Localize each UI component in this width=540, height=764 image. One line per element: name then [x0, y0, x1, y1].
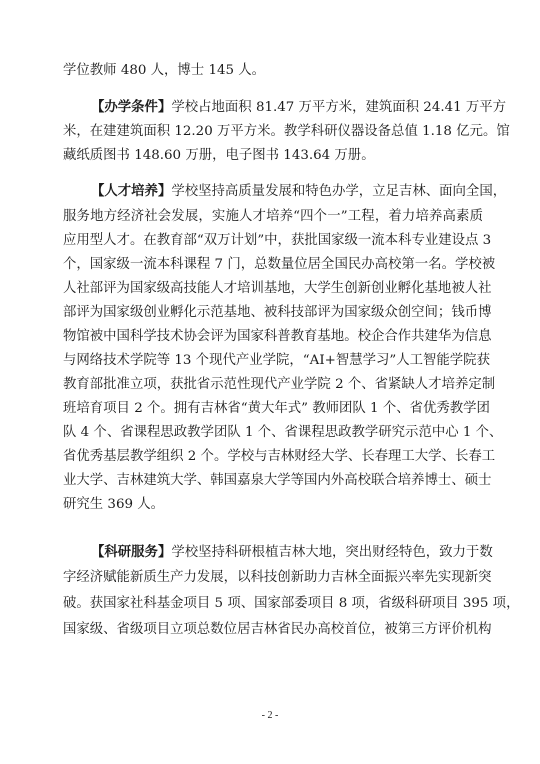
paragraph-line: 字经济赋能新质生产力发展，以科技创新助力吉林全面振兴率先实现新突 — [63, 570, 492, 585]
paragraph-line: 破。获国家社科基金项目 5 项、国家部委项目 8 项，省级科研项目 395 项， — [63, 596, 520, 611]
page-number: - 2 - — [261, 710, 279, 721]
paragraph-line: 与网络技术学院等 13 个现代产业学院，“AI+智慧学习”人工智能学院获 — [63, 353, 490, 368]
paragraph-line: 队 4 个、省课程思政教学团队 1 个、省课程思政教学研究示范中心 1 个、 — [63, 425, 503, 440]
paragraph-line: 米，在建建筑面积 12.20 万平方米。教学科研仪器设备总值 1.18 亿元。馆 — [63, 124, 510, 139]
paragraph-line: 省优秀基层教学组织 2 个。学校与吉林财经大学、长春理工大学、长春工 — [63, 449, 496, 464]
paragraph-line: 物馆被中国科学技术协会评为国家科普教育基地。校企合作共建华为信息 — [63, 329, 492, 344]
paragraph-text: 学校坚持科研根植吉林大地，突出财经特色，致力于数 — [171, 545, 493, 560]
paragraph-text: 学校占地面积 81.47 万平方米，建筑面积 24.41 万平方 — [171, 100, 507, 115]
paragraph-line: 人社部评为国家级高技能人才培训基地，大学生创新创业孵化基地被人社 — [63, 281, 492, 296]
section-heading-conditions: 【办学条件】 — [91, 100, 172, 115]
paragraph-text: 学校坚持高质量发展和特色办学，立足吉林、面向全国， — [171, 184, 507, 199]
paragraph-line: 学位教师 480 人，博士 145 人。 — [63, 63, 266, 78]
paragraph-line: 藏纸质图书 148.60 万册，电子图书 143.64 万册。 — [63, 148, 375, 163]
paragraph-first-line — [91, 544, 493, 562]
paragraph-line: 部评为国家级创业孵化示范基地、被科技部评为国家级众创空间；钱币博 — [63, 305, 492, 320]
section-heading-research: 【科研服务】 — [91, 545, 172, 560]
paragraph-line: 应用型人才。在教育部“双万计划”中，获批国家级一流本科专业建设点 3 — [63, 233, 492, 248]
paragraph-line: 业大学、吉林建筑大学、韩国嘉泉大学等国内外高校联合培养博士、硕士 — [63, 473, 492, 488]
paragraph-line: 国家级、省级项目立项总数位居吉林省民办高校首位，被第三方评价机构 — [63, 622, 492, 637]
paragraph-first-line — [91, 183, 507, 201]
paragraph-line: 个，国家级一流本科课程 7 门，总数量位居全国民办高校第一名。学校被 — [63, 257, 496, 272]
paragraph-line: 教育部批准立项，获批省示范性现代产业学院 2 个、省紧缺人才培养定制 — [63, 377, 496, 392]
paragraph-line: 研究生 369 人。 — [63, 497, 165, 512]
paragraph-line: 服务地方经济社会发展，实施人才培养“四个一”工程，着力培养高素质 — [63, 209, 483, 224]
paragraph-first-line — [91, 99, 507, 117]
paragraph-line: 班培育项目 2 个。拥有吉林省“黄大年式” 教师团队 1 个、省优秀教学团 — [63, 401, 490, 416]
section-heading-talent: 【人才培养】 — [91, 184, 172, 199]
